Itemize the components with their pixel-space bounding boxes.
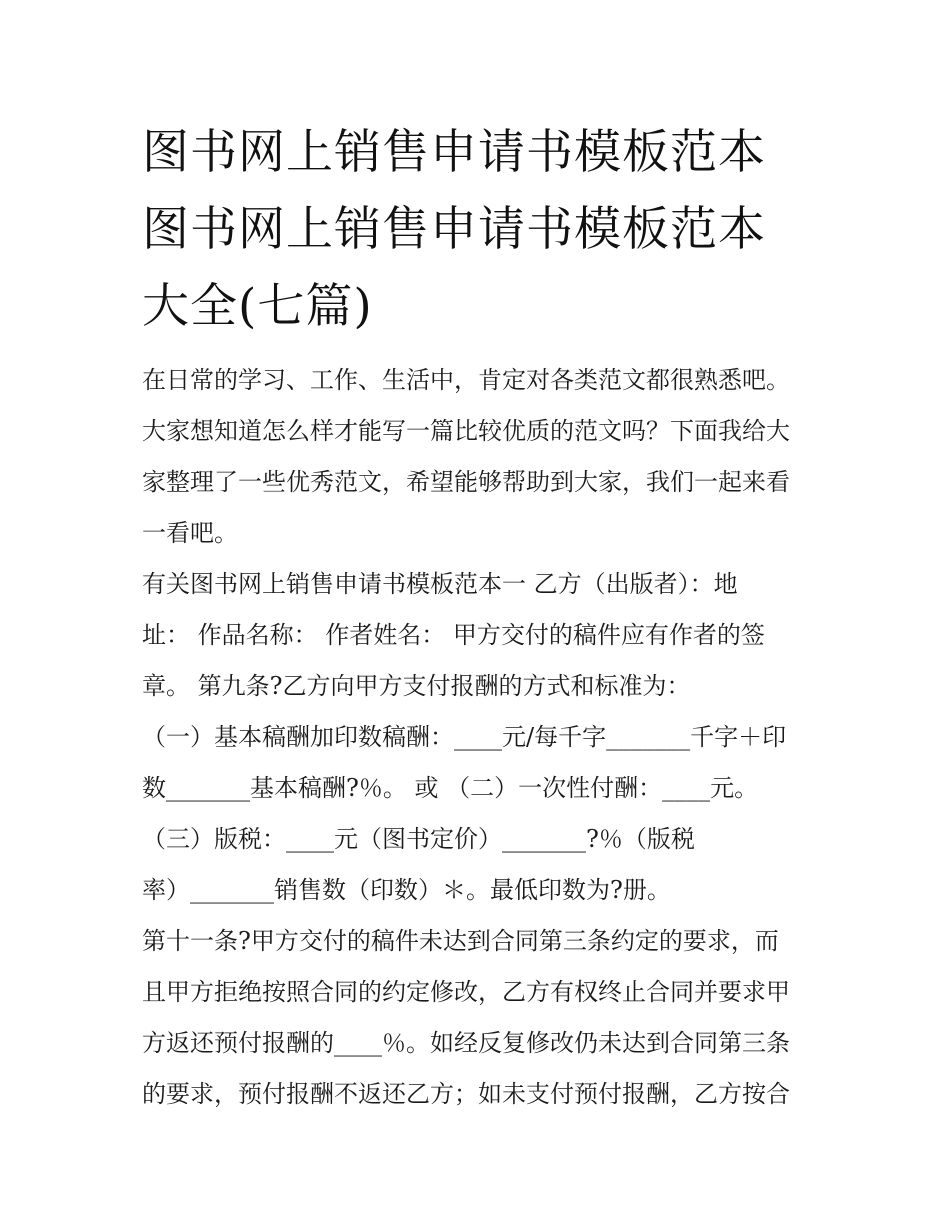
body-line: 章。 第九条?乙方向甲方支付报酬的方式和标准为：: [142, 672, 691, 700]
document-body: [142, 355, 822, 1120]
body-line: 方返还预付报酬的____％。如经反复修改仍未达到合同第三条: [142, 1029, 790, 1057]
body-line: 大家想知道怎么样才能写一篇比较优质的范文吗？下面我给大: [142, 417, 790, 445]
body-line: （三）版税：____元（图书定价）_______?％（版税: [142, 825, 695, 853]
body-line: 一看吧。: [142, 519, 238, 547]
body-line: 的要求，预付报酬不返还乙方；如未支付预付报酬，乙方按合: [142, 1080, 790, 1108]
body-line: 有关图书网上销售申请书模板范本一 乙方（出版者）：地: [142, 570, 738, 598]
body-line: 数_______基本稿酬?％。 或 （二）一次性付酬：____元。: [142, 774, 759, 802]
body-line: （一）基本稿酬加印数稿酬：____元/每千字_______千字＋印: [142, 723, 787, 751]
body-line: 第十一条?甲方交付的稿件未达到合同第三条约定的要求，而: [142, 927, 779, 955]
body-line: 在日常的学习、工作、生活中，肯定对各类范文都很熟悉吧。: [142, 366, 790, 394]
title-line-3: 大全(七篇): [142, 279, 373, 334]
body-line: 率）_______销售数（印数）＊。最低印数为?册。: [142, 876, 671, 904]
body-line: 家整理了一些优秀范文，希望能够帮助到大家，我们一起来看: [142, 468, 790, 496]
title-line-2: 图书网上销售申请书模板范本: [142, 202, 766, 257]
document-title: [142, 114, 842, 345]
body-line: 且甲方拒绝按照合同的约定修改，乙方有权终止合同并要求甲: [142, 978, 790, 1006]
title-line-1: 图书网上销售申请书模板范本: [142, 125, 766, 180]
body-line: 址： 作品名称： 作者姓名： 甲方交付的稿件应有作者的签: [142, 621, 765, 649]
